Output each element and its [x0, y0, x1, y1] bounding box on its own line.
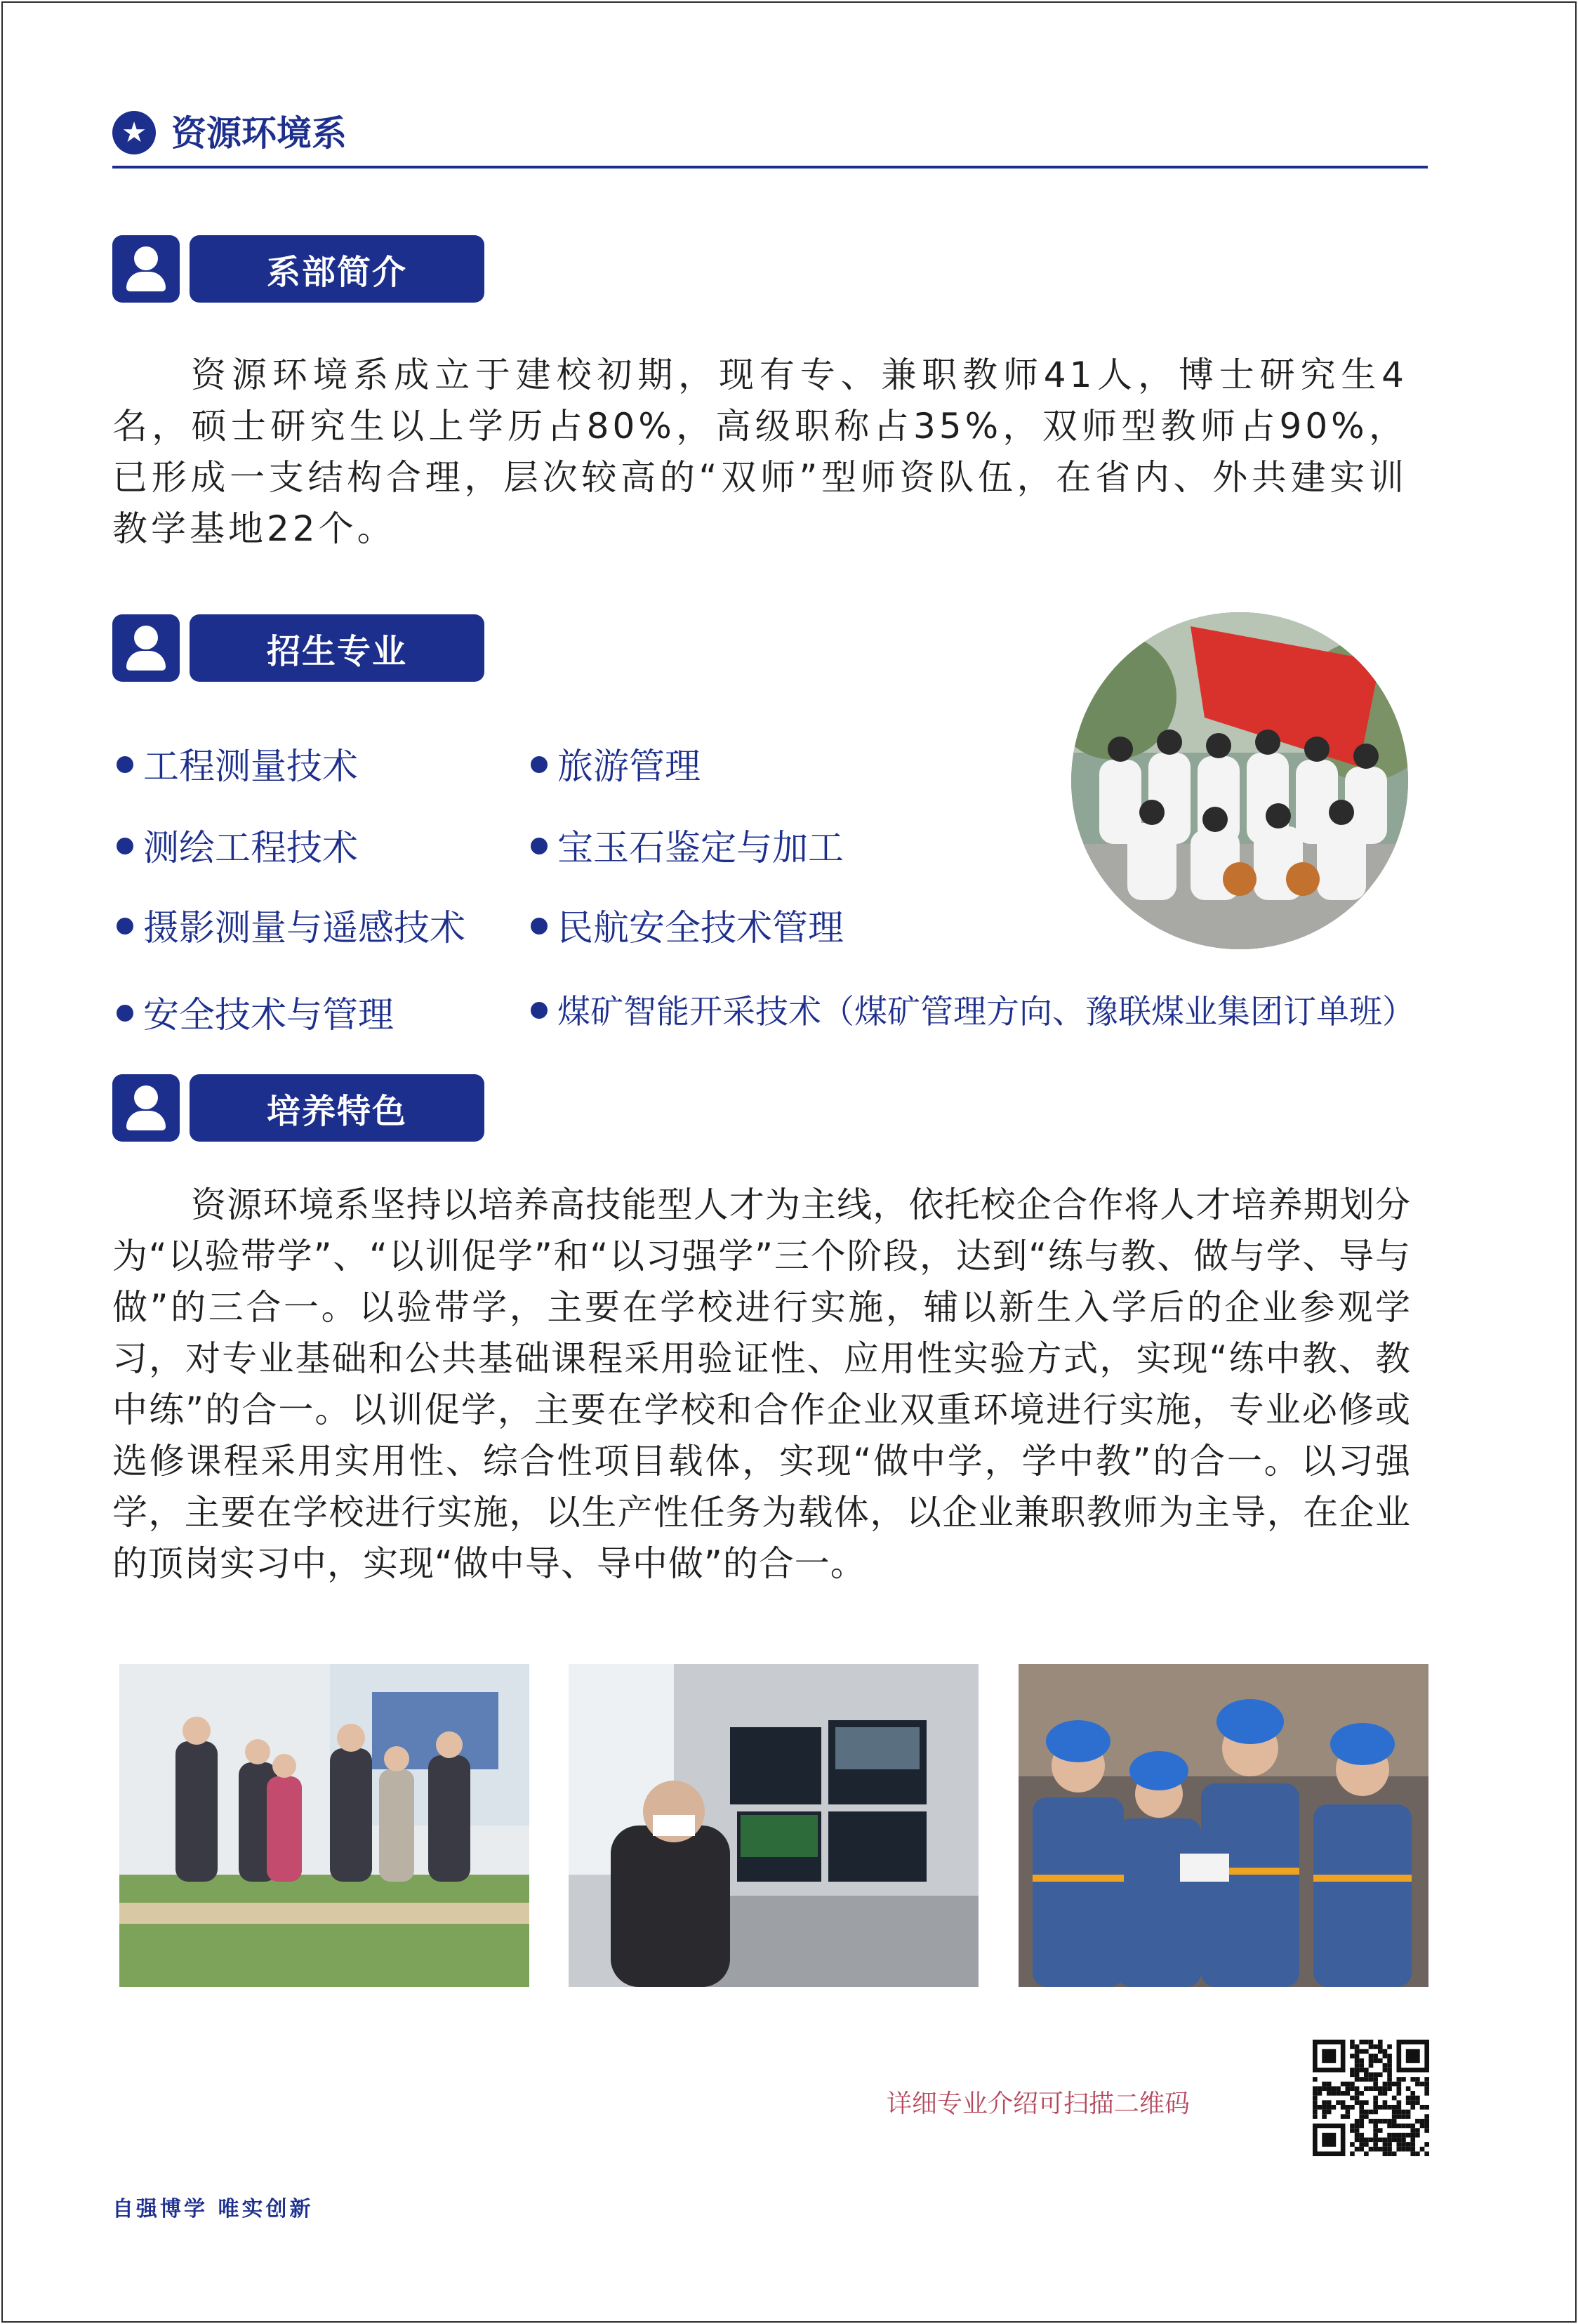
photo-control-room — [569, 1664, 979, 1987]
person-icon — [112, 235, 180, 303]
major-item: 煤矿智能开采技术（煤矿管理方向、豫联煤业集团订单班） — [531, 986, 1415, 1033]
major-item: 测绘工程技术 — [117, 819, 358, 871]
person-icon — [112, 1074, 180, 1142]
footer-slogan: 自强博学 唯实创新 — [112, 2197, 314, 2221]
section-label: 招生专业 — [190, 614, 484, 682]
section-label: 培养特色 — [190, 1074, 484, 1142]
section-label: 系部简介 — [190, 235, 484, 303]
bullet-icon — [531, 838, 548, 854]
group-photo — [1071, 612, 1408, 949]
bullet-icon — [117, 756, 133, 773]
bullet-icon — [531, 1002, 548, 1019]
photo-mining-workers — [1019, 1664, 1428, 1987]
features-paragraph: 资源环境系坚持以培养高技能型人才为主线，依托校企合作将人才培养期划分为“以验带学”、“以训促学”和“以习强学”三个阶段，达到“练与教、做与学、导与做”的三合一。以验带学，主要在学校进行实施，辅以新生入学后的企业参观学习，对专业基础和公共基础课程采用验证性、应用性实验方式，实现“练中教、教中练”的合一。以训促学，主要在学校和合作企业双重环境进行实施，专业必修或选修课程采用实用性、综合性项目载体，实现“做中学，学中教”的合一。以习强学，主要在学校进行实施，以生产性任务为载体，以企业兼职教师为主导，在企业的顶岗实习中，实现“做中导、导中做”的合一。 — [112, 1184, 1411, 1584]
bullet-icon — [531, 918, 548, 935]
major-item: 民航安全技术管理 — [531, 899, 844, 951]
bullet-icon — [117, 838, 133, 854]
major-item: 旅游管理 — [531, 737, 701, 789]
header-divider — [112, 166, 1428, 169]
page-title: 资源环境系 — [171, 113, 347, 154]
qr-code[interactable] — [1313, 2040, 1429, 2156]
person-icon — [112, 614, 180, 682]
qr-caption: 详细专业介绍可扫描二维码 — [887, 2089, 1191, 2118]
star-icon: ★ — [112, 111, 156, 154]
bullet-icon — [117, 1005, 133, 1022]
major-item: 工程测量技术 — [117, 737, 358, 789]
bullet-icon — [117, 918, 133, 935]
intro-paragraph: 资源环境系成立于建校初期，现有专、兼职教师41人，博士研究生4名，硕士研究生以上学历占80%，高级职称占35%，双师型教师占90%，已形成一支结构合理，层次较高的“双师”型师资队伍，在省内、外共建实训教学基地22个。 — [112, 355, 1407, 549]
photo-sand-table-visit — [119, 1664, 529, 1987]
major-item: 宝玉石鉴定与加工 — [531, 819, 844, 871]
major-item: 摄影测量与遥感技术 — [117, 899, 465, 951]
bullet-icon — [531, 756, 548, 773]
major-item: 安全技术与管理 — [117, 986, 394, 1038]
